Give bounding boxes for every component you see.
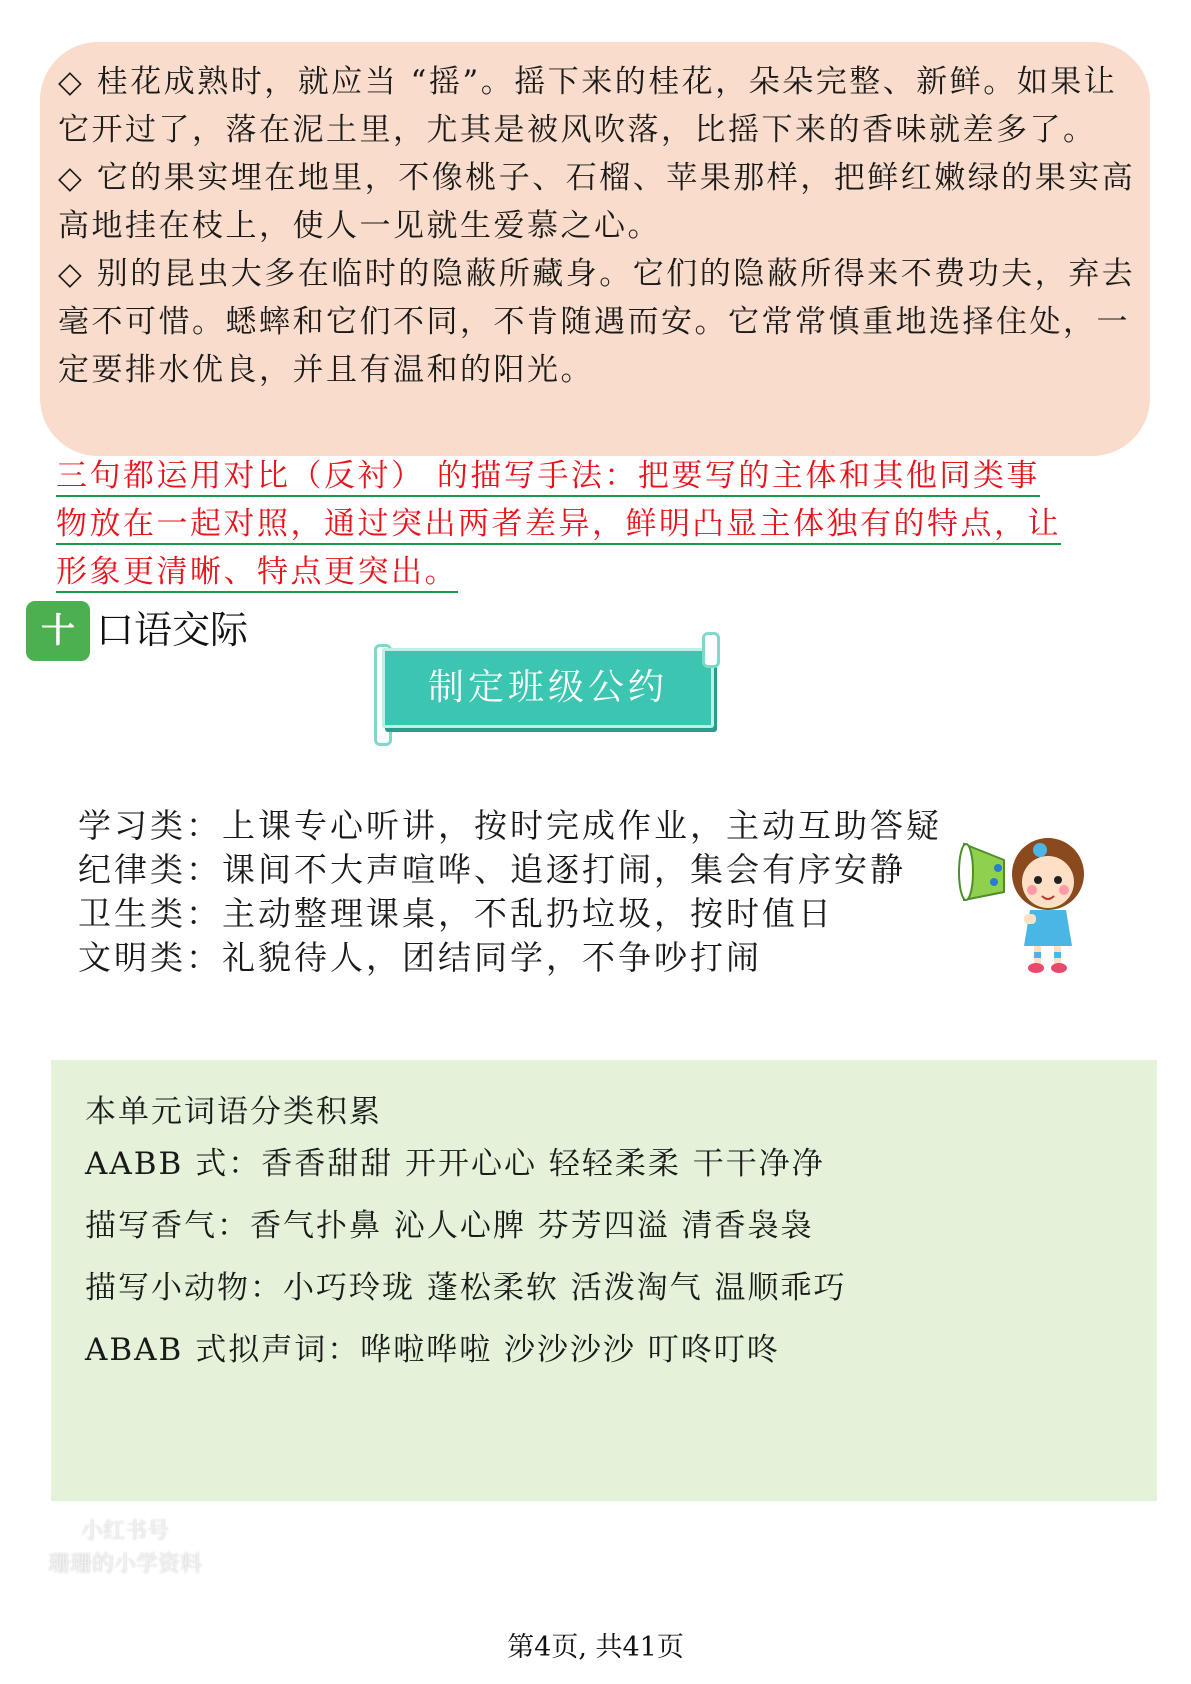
- section-number-badge: 十一: [26, 601, 90, 661]
- section-title: 口语交际: [96, 608, 249, 652]
- example-paragraph-3: ◇ 别的昆虫大多在临时的隐蔽所藏身。它们的隐蔽所得来不费功夫，弃去毫不可惜。蟋蟀和它们不同，不肯随遇而安。它常常慎重地选择住处，一定要排水优良，并且有温和的阳光。: [58, 256, 1136, 388]
- watermark: [40, 1515, 210, 1581]
- class-rules-list: [78, 804, 942, 980]
- rule-item: 学习类：上课专心听讲，按时完成作业，主动互助答疑: [78, 806, 942, 845]
- vocabulary-title: 本单元词语分类积累: [85, 1094, 382, 1130]
- note-line-1: 三句都运用对比（反衬） 的描写手法：把要写的主体和其他同类事: [56, 458, 1040, 497]
- vocabulary-row: 描写小动物：小巧玲珑 蓬松柔软 活泼淘气 温顺乖巧: [85, 1270, 847, 1306]
- rule-item: 纪律类：课间不大声喧哗、追逐打闹，集会有序安静: [78, 850, 906, 889]
- example-paragraph-2: ◇ 它的果实埋在地里，不像桃子、石榴、苹果那样，把鲜红嫩绿的果实高高地挂在枝上，使人一见就生爱慕之心。: [58, 160, 1136, 244]
- comparison-examples-box: [40, 42, 1150, 456]
- rule-item: 卫生类：主动整理课桌，不乱扔垃圾，按时值日: [78, 894, 834, 933]
- note-line-2: 物放在一起对照，通过突出两者差异，鲜明凸显主体独有的特点，让: [56, 506, 1061, 545]
- watermark-line: 小红书号: [80, 1519, 169, 1544]
- rule-item: 文明类：礼貌待人，团结同学，不争吵打闹: [78, 938, 762, 977]
- vocabulary-row: AABB 式：香香甜甜 开开心心 轻轻柔柔 干干净净: [85, 1146, 825, 1182]
- topic-banner: 制定班级公约: [382, 648, 714, 728]
- page-number: 第4页, 共41页: [507, 1632, 684, 1663]
- vocabulary-box: [51, 1060, 1157, 1501]
- note-line-3: 形象更清晰、特点更突出。: [56, 554, 458, 593]
- watermark-line: 珊珊的小学资料: [47, 1552, 202, 1577]
- vocabulary-row: ABAB 式拟声词：哗啦哗啦 沙沙沙沙 叮咚叮咚: [85, 1332, 780, 1368]
- scroll-right-curl: [702, 632, 720, 668]
- girl-with-megaphone-icon: [958, 830, 1088, 976]
- analysis-note: [56, 452, 1136, 596]
- vocabulary-row: 描写香气：香气扑鼻 沁人心脾 芬芳四溢 清香袅袅: [85, 1208, 814, 1244]
- example-paragraph-1: ◇ 桂花成熟时，就应当 “摇”。摇下来的桂花，朵朵完整、新鲜。如果让它开过了，落在泥土里，尤其是被风吹落，比摇下来的香味就差多了。: [58, 64, 1118, 148]
